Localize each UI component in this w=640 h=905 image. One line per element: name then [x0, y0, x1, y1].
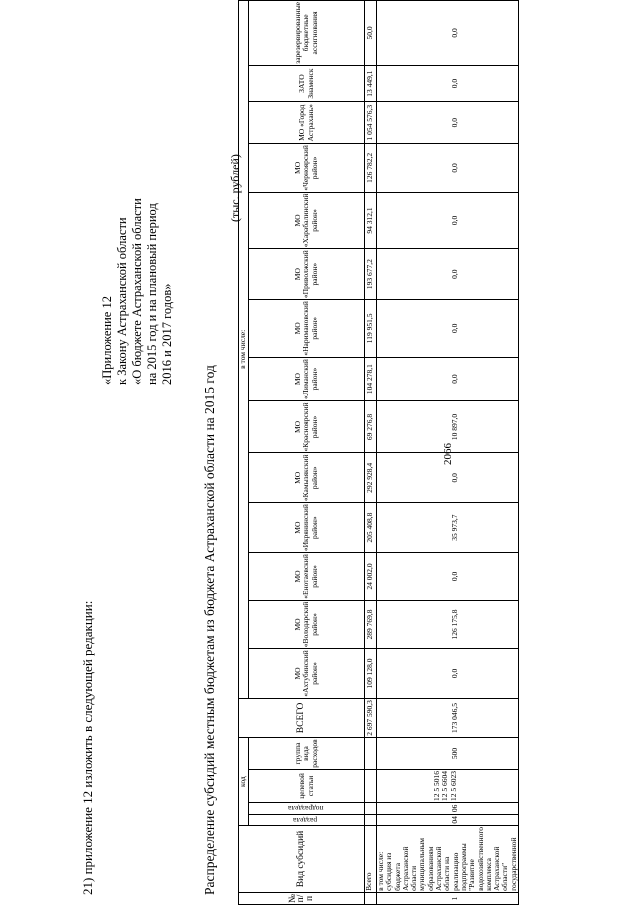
cell	[365, 738, 377, 770]
header-num: № п/п	[239, 892, 365, 904]
header-code: код	[239, 738, 249, 826]
header-muni: МО «Харабалинский район»	[249, 192, 365, 249]
header-muni: ЗАТО Знаменск	[249, 65, 365, 102]
row-muni-value: 0,0	[377, 453, 519, 503]
row-muni-value: 0,0	[377, 1, 519, 66]
incl-label: в том числе:	[376, 851, 385, 891]
header-kind: Вид субсидий	[239, 826, 365, 893]
row-muni-value: 0,0	[377, 357, 519, 401]
header-incl: в том числе:	[239, 1, 249, 699]
appendix-header	[100, 198, 175, 385]
row-razdel: 04	[377, 814, 519, 825]
header-muni: МО «Володарский район»	[249, 600, 365, 649]
row-kind-cell	[377, 826, 519, 893]
header-group: группа вида расходов	[249, 738, 365, 770]
total-value: 2 697 590,3	[365, 698, 377, 738]
header-podrazdel: подраздела	[287, 804, 324, 814]
row-muni-value: 0,0	[377, 144, 519, 193]
header-row	[249, 1, 345, 905]
header-muni: МО «Ахтубинский район»	[249, 649, 365, 698]
subsidy-table	[238, 0, 519, 905]
header-muni: МО «Икрянинский район»	[249, 503, 365, 553]
cell	[365, 769, 377, 802]
row-muni-value: 0,0	[377, 192, 519, 249]
header-total: ВСЕГО	[239, 698, 365, 738]
total-muni-value: 69 276,8	[365, 401, 377, 453]
row-total: 173 046,5	[377, 698, 519, 738]
header-muni: МО «Черноярский район»	[249, 144, 365, 193]
row-muni-value: 0,0	[377, 102, 519, 144]
header-muni: МО «Енотаевский район»	[249, 553, 365, 601]
page-number: 2066	[442, 443, 454, 465]
row-muni-value: 0,0	[377, 300, 519, 358]
total-muni-value: 104 278,1	[365, 357, 377, 401]
header-podrazdel-cell	[249, 803, 365, 814]
appendix-line: к Закону Астраханской области	[115, 217, 129, 385]
appendix-line: «Приложение 12	[100, 296, 114, 385]
header-muni: МО «Город Астрахань»	[249, 102, 365, 144]
header-muni: МО «Красноярский район»	[249, 401, 365, 453]
header-row	[239, 1, 249, 905]
total-muni-value: 205 408,8	[365, 503, 377, 553]
row-muni-value: 10 897,0	[377, 401, 519, 453]
appendix-line: «О бюджете Астраханской области	[130, 198, 144, 385]
row-podrazdel: 06	[377, 803, 519, 814]
header-muni: зарезервированные бюджетные ассигнования	[249, 1, 365, 66]
row-muni-value: 126 175,8	[377, 600, 519, 649]
cell	[365, 892, 377, 904]
row-kind: субсидия из бюджета Астраханской области муниципальным образованиям Астраханской области на реализацию подпрограммы "Развитие водохозяйственного комплекса Астраханской области" государственной	[384, 827, 518, 891]
row-num: 1	[377, 892, 519, 904]
total-muni-value: 24 002,0	[365, 553, 377, 601]
header-target: целевой статьи	[249, 769, 365, 802]
total-muni-value: 289 769,8	[365, 600, 377, 649]
row-muni-value: 35 973,7	[377, 503, 519, 553]
intro-text: 21) приложение 12 изложить в следующей редакции:	[80, 600, 95, 895]
table-row-subsidy	[377, 1, 519, 905]
row-group: 500	[377, 738, 519, 770]
row-muni-value: 0,0	[377, 65, 519, 102]
total-muni-value: 109 128,0	[365, 649, 377, 698]
row-target: 12 5 5016 12 5 6604 12 5 6023	[377, 769, 519, 802]
header-razdel: раздела	[293, 815, 318, 825]
header-muni: МО «Лиманский район»	[249, 357, 365, 401]
total-label: Всего	[365, 826, 377, 893]
row-muni-value: 0,0	[377, 553, 519, 601]
cell	[365, 814, 377, 825]
appendix-line: 2016 и 2017 годов»	[160, 283, 174, 385]
total-muni-value: 94 312,1	[365, 192, 377, 249]
header-muni: МО «Наримановский район»	[249, 300, 365, 358]
row-muni-value: 0,0	[377, 649, 519, 698]
table-row-total	[365, 1, 377, 905]
total-muni-value: 13 449,1	[365, 65, 377, 102]
total-muni-value: 50,0	[365, 1, 377, 66]
total-muni-value: 292 928,4	[365, 453, 377, 503]
row-muni-value: 0,0	[377, 249, 519, 300]
units-label: (тыс. рублей)	[228, 154, 242, 222]
document-title: Распределение субсидий местным бюджетам из бюджета Астраханской области на 2015 год	[202, 365, 217, 895]
header-razdel-cell	[249, 814, 365, 825]
total-muni-value: 1 054 576,3	[365, 102, 377, 144]
appendix-line: на 2015 год и на плановый период	[145, 203, 159, 385]
total-muni-value: 126 782,2	[365, 144, 377, 193]
total-muni-value: 119 951,5	[365, 300, 377, 358]
cell	[365, 803, 377, 814]
total-muni-value: 193 677,2	[365, 249, 377, 300]
header-muni: МО «Камызякский район»	[249, 453, 365, 503]
header-muni: МО «Приволжский район»	[249, 249, 365, 300]
